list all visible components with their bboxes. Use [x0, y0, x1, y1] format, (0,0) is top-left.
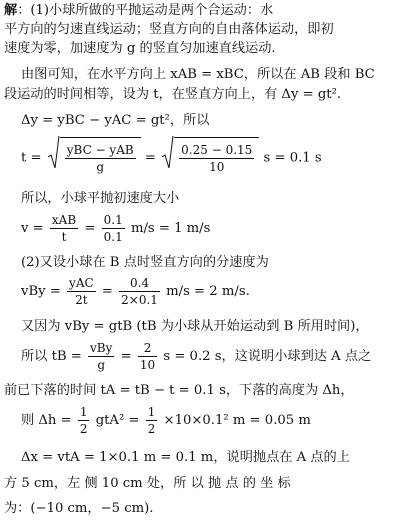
line-1: 解：(1)小球所做的平抛运动是两个合运动：水 — [4, 3, 274, 18]
fraction: $\frac{1}{2}$ — [79, 405, 88, 436]
line-13-equation: 所以 tB = $\frac{\text{vBy}}{g}$ = $\frac{2}{10}$ s = 0.2 s，这说明小球到达 A 点之 — [21, 341, 372, 372]
fraction: $\frac{\text{vBy}}{g}$ — [90, 341, 113, 372]
sqrt-1 — [48, 137, 141, 179]
sqrt-2 — [162, 137, 259, 179]
fraction: $\frac{2}{10}$ — [139, 341, 156, 372]
fraction: $\frac{0.1}{0.1}$ — [103, 213, 123, 244]
line-12: 又因为 vBy = gtB (tB 为小球从开始运动到 B 所用时间)， — [21, 319, 369, 334]
radical-sign-icon — [162, 135, 174, 171]
line-17: 方 5 cm，左 侧 10 cm 处，所 以 抛 点 的 坐 标 — [4, 476, 291, 491]
line-10: (2)又设小球在 B 点时竖直方向的分速度为 — [21, 255, 269, 270]
solution-label: 解 — [4, 3, 18, 18]
fraction: $\frac{0.4}{2\times 0.1}$ — [121, 276, 158, 307]
line-3: 速度为零，加速度为 g 的竖直匀加速直线运动. — [4, 41, 276, 56]
line-2: 平方向的匀速直线运动；竖直方向的自由落体运动，即初 — [4, 22, 334, 37]
fraction: $\frac{\text{yBC − yAB}}{g}$ — [66, 143, 134, 174]
line-5: 段运动的时间相等，设为 t，在竖直方向上，有 Δy = gt². — [4, 87, 342, 102]
line-14: 前已下落的时间 tA = tB − t = 0.1 s，下落的高度为 Δh， — [4, 383, 354, 398]
line-9-equation: v = $\frac{\text{xAB}}{t}$ = $\frac{0.1}{0.1}$ m/s = 1 m/s — [21, 213, 211, 244]
line-16: Δx = vtA = 1×0.1 m = 0.1 m，说明抛点在 A 点的上 — [21, 450, 350, 465]
fraction: $\frac{\text{xAB}}{t}$ — [51, 213, 77, 244]
line-18: 为：(−10 cm，−5 cm). — [4, 501, 154, 516]
radical-sign-icon — [48, 135, 60, 171]
line-7-equation: t = $\frac{\text{yBC − yAB}}{g}$ = $\frac{0.25 - 0.15}{10}$ s = 0.1 s — [21, 137, 413, 179]
fraction: $\frac{1}{2}$ — [147, 405, 156, 436]
line-11-equation: vBy = $\frac{\text{yAC}}{2t}$ = $\frac{0.4}{2\times 0.1}$ m/s = 2 m/s. — [21, 276, 250, 307]
line-6: Δy = yBC − yAC = gt²，所以 — [21, 113, 210, 128]
line-15-equation: 则 Δh = $\frac{1}{2}$ gtA² = $\frac{1}{2}$ ×10×0.1² m = 0.05 m — [21, 405, 311, 436]
line-4: 由图可知，在水平方向上 xAB = xBC，所以在 AB 段和 BC — [21, 67, 375, 82]
fraction: $\frac{\text{yAC}}{2t}$ — [69, 276, 94, 307]
fraction: $\frac{0.25 - 0.15}{10}$ — [181, 143, 253, 174]
line-8: 所以，小球平抛初速度大小 — [21, 191, 180, 206]
